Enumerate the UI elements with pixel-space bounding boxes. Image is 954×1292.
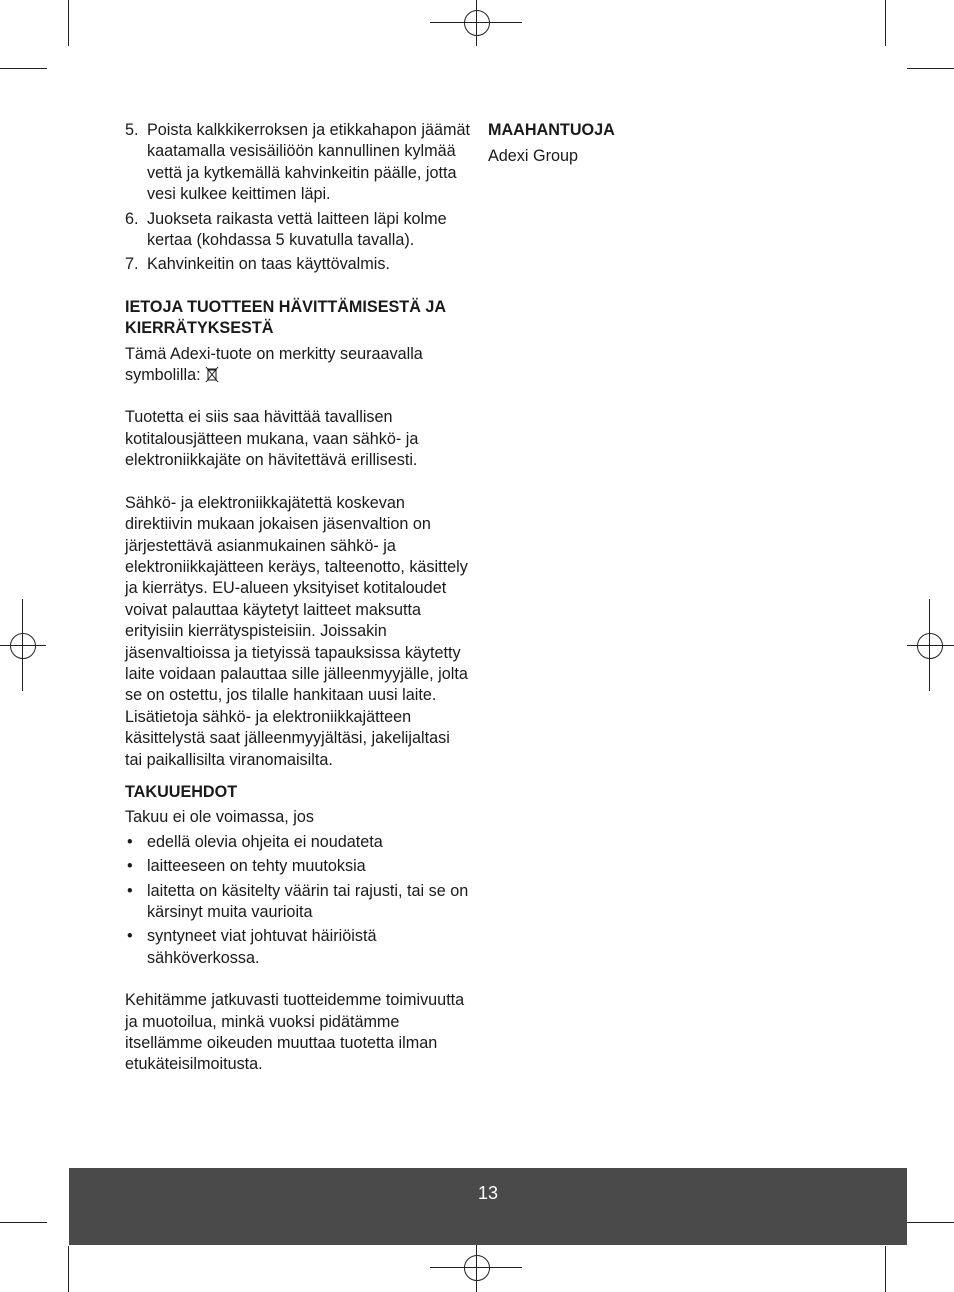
list-item xyxy=(125,120,470,206)
bullet: • xyxy=(127,857,133,876)
crossed-out-wheelie-bin-icon xyxy=(205,366,219,383)
list-item xyxy=(125,209,470,252)
page-number: 13 xyxy=(477,1183,499,1203)
right-column xyxy=(488,120,833,168)
condition-text: laitteeseen on tehty muutoksia xyxy=(147,857,366,876)
registration-mark-line xyxy=(0,645,46,646)
registration-mark-icon xyxy=(10,633,36,659)
disposal-paragraph: Sähkö- ja elektroniikkajätettä koskevan direktiivin mukaan jokaisen jäsenvaltion on järjestettävä asianmukainen sähkö- ja elektroniikkajätteen keräys, talteenotto, käsittely ja kierrätys. EU-alueen yksityiset kotitaloudet voivat palauttaa käytetyt laitteet maksutta erityisiin kierrätyspisteisiin. Joissakin jäsenvaltioissa ja tietyissä tapauksissa käytetty laite voidaan palauttaa sille jälleenmyyjälle, jolta se on ostettu, jos tilalle hankitaan uusi laite. Lisätietoja sähkö- ja elektroniikkajätteen käsittelystä saat jälleenmyyjältäsi, jakelijaltasi tai paikallisilta viranomaisilta. xyxy=(125,493,468,769)
registration-mark-line xyxy=(476,1245,477,1292)
crop-mark xyxy=(885,0,886,46)
disposal-heading: IETOJA TUOTTEEN HÄVITTÄMISESTÄ JA KIERRÄTYKSESTÄ xyxy=(125,297,446,338)
crop-mark xyxy=(885,1246,886,1292)
list-item xyxy=(125,856,470,877)
importer-heading: MAAHANTUOJA xyxy=(488,121,615,139)
condition-text: syntyneet viat johtuvat häiriöistä sähköverkossa. xyxy=(147,927,377,967)
crop-mark xyxy=(0,1222,47,1223)
list-item xyxy=(125,926,470,969)
condition-text: edellä olevia ohjeita ei noudateta xyxy=(147,832,383,851)
left-column xyxy=(125,120,470,1076)
closing-paragraph: Kehitämme jatkuvasti tuotteidemme toimivuutta ja muotoilua, minkä vuoksi pidätämme itsellämme oikeuden muuttaa tuotetta ilman etukäteisilmoitusta. xyxy=(125,991,465,1074)
step-number: 6. xyxy=(125,209,139,228)
bullet: • xyxy=(127,832,133,851)
bullet: • xyxy=(127,881,133,900)
importer-name: Adexi Group xyxy=(488,147,578,166)
crop-mark xyxy=(0,68,47,69)
step-text: Kahvinkeitin on taas käyttövalmis. xyxy=(147,255,390,274)
registration-mark-icon xyxy=(464,1255,490,1281)
crop-mark xyxy=(68,1246,69,1292)
registration-mark-line xyxy=(476,0,477,46)
warranty-intro: Takuu ei ole voimassa, jos xyxy=(125,808,314,827)
step-number: 5. xyxy=(125,121,139,139)
disposal-intro-paragraph xyxy=(125,344,470,387)
crop-mark xyxy=(907,68,954,69)
disposal-intro-text: Tämä Adexi-tuote on merkitty seuraavalla symbolilla: xyxy=(125,344,423,385)
step-text: Poista kalkkikerroksen ja etikkahapon jäämät kaatamalla vesisäiliöön kannullinen kylmää vettä ja kytkemällä kahvinkeitin päälle, jotta vesi kulkee keittimen läpi. xyxy=(147,121,471,204)
disposal-paragraph: Tuotetta ei siis saa hävittää tavallisen kotitalousjätteen mukana, vaan sähkö- ja elektroniikkajäte on hävitettävä erillisesti. xyxy=(125,408,419,470)
step-number: 7. xyxy=(125,255,139,274)
registration-mark-line xyxy=(929,599,930,691)
step-text: Juokseta raikasta vettä laitteen läpi kolme kertaa (kohdassa 5 kuvatulla tavalla). xyxy=(147,209,447,250)
condition-text: laitetta on käsitelty väärin tai rajusti, tai se on kärsinyt muita vaurioita xyxy=(147,881,469,921)
warranty-heading: TAKUUEHDOT xyxy=(125,782,238,801)
list-item xyxy=(125,881,470,924)
registration-mark-line xyxy=(907,645,954,646)
crop-mark xyxy=(68,0,69,46)
registration-mark-line xyxy=(22,599,23,691)
descaling-steps-list xyxy=(125,120,470,276)
list-item xyxy=(125,254,470,275)
footer-bar xyxy=(69,1168,907,1245)
list-item xyxy=(125,832,470,853)
registration-mark-icon xyxy=(464,10,490,36)
bullet: • xyxy=(127,927,133,946)
warranty-conditions-list xyxy=(125,832,470,969)
crop-mark xyxy=(907,1222,954,1223)
registration-mark-icon xyxy=(917,633,943,659)
